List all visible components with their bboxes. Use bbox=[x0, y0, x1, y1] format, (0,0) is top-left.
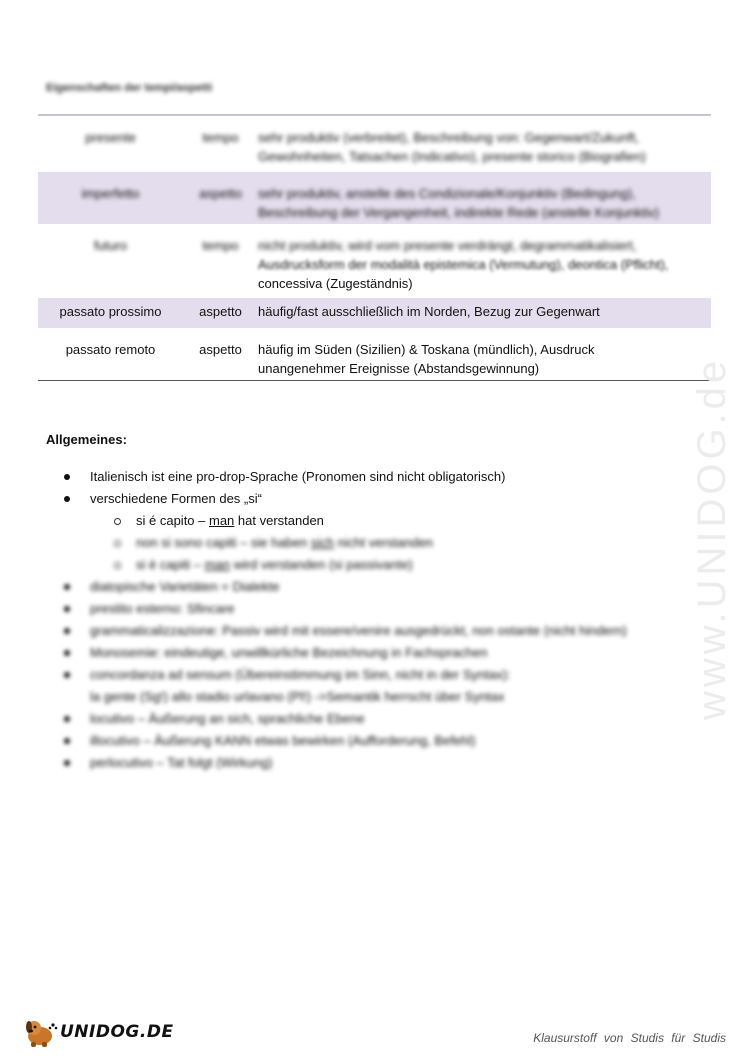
list-item-text: perlocutivo – Tat folgt (Wirkung) bbox=[90, 755, 273, 770]
list-item bbox=[64, 620, 627, 642]
bullet-icon bbox=[64, 672, 70, 678]
list-item-text: grammaticalizzazione: Passiv wird mit essere/venire ausgedrückt, non ostante (nicht hindern) bbox=[90, 623, 627, 638]
list-item-text: concordanza ad sensum (Übereinstimmung im Sinn, nicht in der Syntax): bbox=[90, 667, 511, 682]
kind-cell: tempo bbox=[202, 238, 239, 253]
table-row bbox=[38, 172, 711, 224]
bullet-icon bbox=[64, 628, 70, 634]
bullet-icon bbox=[64, 716, 70, 722]
desc-cell bbox=[258, 336, 711, 378]
sub-text-underlined: sich bbox=[310, 535, 335, 550]
bullet-icon bbox=[64, 738, 70, 744]
desc-line: sehr produktiv (verbreitet), Beschreibung von: Gegenwart/Zukunft, bbox=[258, 130, 639, 145]
list-item-text: diatopische Varietäten = Dialekte bbox=[90, 579, 280, 594]
list-item bbox=[64, 730, 627, 752]
desc-line: Ausdrucksform der modalità epistemica (Vermutung), deontica (Pflicht), bbox=[258, 257, 669, 272]
desc-cell bbox=[258, 232, 711, 293]
sub-list-item bbox=[64, 554, 627, 576]
sub-text-pre: si é capito – bbox=[136, 513, 209, 528]
list-item bbox=[64, 642, 627, 664]
watermark: www.UNIDOG.de bbox=[690, 356, 734, 720]
desc-line: Gewohnheiten, Tatsachen (Indicativo), presente storico (Biografien) bbox=[258, 149, 646, 164]
desc-cell bbox=[258, 180, 711, 222]
sub-text-underlined: man bbox=[209, 513, 235, 528]
kind-cell: aspetto bbox=[199, 186, 242, 201]
kind-cell: aspetto bbox=[199, 304, 242, 319]
table-row bbox=[38, 328, 711, 380]
list-item-text: prestito esterno: Sfincare bbox=[90, 601, 235, 616]
circle-bullet-icon bbox=[114, 562, 121, 569]
kind-cell: aspetto bbox=[199, 342, 242, 357]
term-cell: imperfetto bbox=[81, 186, 140, 201]
list-item bbox=[64, 576, 627, 598]
desc-line: sehr produktiv, anstelle des Condizionale/Konjunktiv (Bedingung), bbox=[258, 186, 636, 201]
circle-bullet-icon bbox=[114, 540, 121, 547]
term-cell: presente bbox=[85, 130, 136, 145]
circle-bullet-icon bbox=[114, 518, 121, 525]
section-heading: Allgemeines: bbox=[46, 432, 127, 447]
list-item-continuation: la gente (Sg!) allo stadio urlavano (Pl!) ->Semantik herrscht über Syntax bbox=[90, 689, 505, 704]
unidog-logo bbox=[22, 1016, 174, 1048]
tempi-table bbox=[38, 114, 711, 381]
bullet-icon bbox=[64, 496, 70, 502]
list-item bbox=[64, 598, 627, 620]
sub-text-pre: si è capiti – bbox=[136, 557, 205, 572]
term-cell: passato prossimo bbox=[59, 304, 162, 319]
sub-list-item bbox=[64, 532, 627, 554]
list-item bbox=[64, 752, 627, 774]
desc-cell bbox=[258, 300, 711, 321]
term-cell: futuro bbox=[93, 238, 128, 253]
list-item bbox=[64, 708, 627, 730]
dog-icon bbox=[22, 1016, 58, 1048]
table-row bbox=[38, 116, 711, 172]
desc-line: häufig im Süden (Sizilien) & Toskana (mündlich), Ausdruck bbox=[258, 342, 595, 357]
footer-tagline: Klausurstoff von Studis für Studis bbox=[533, 1031, 726, 1045]
bullet-icon bbox=[64, 584, 70, 590]
sub-list-item bbox=[64, 510, 627, 532]
bullet-icon bbox=[64, 650, 70, 656]
logo-text: UNIDOG.DE bbox=[60, 1022, 174, 1042]
list-item bbox=[64, 466, 627, 488]
bullet-icon bbox=[64, 474, 70, 480]
list-item bbox=[64, 488, 627, 510]
bullet-icon bbox=[64, 606, 70, 612]
desc-line: häufig/fast ausschließlich im Norden, Bezug zur Gegenwart bbox=[258, 304, 600, 319]
desc-line: concessiva (Zugeständnis) bbox=[258, 276, 413, 291]
page-title: Eigenschaften der tempi/aspetti bbox=[46, 82, 213, 94]
desc-line: Beschreibung der Vergangenheit, indirekte Rede (anstelle Konjunktiv) bbox=[258, 205, 660, 220]
list-item-text: Monosemie: eindeutige, unwillkürliche Bezeichnung in Fachsprachen bbox=[90, 645, 488, 660]
table-row bbox=[38, 298, 711, 328]
kind-cell: tempo bbox=[202, 130, 239, 145]
bullet-list bbox=[64, 466, 627, 774]
desc-line: unangenehmer Ereignisse (Abstandsgewinnung) bbox=[258, 361, 540, 376]
list-item bbox=[64, 664, 627, 686]
sub-text-pre: non si sono capiti – sie haben bbox=[136, 535, 311, 550]
bullet-icon bbox=[64, 760, 70, 766]
desc-line: nicht produktiv, wird vom presente verdrängt, degrammatikalisiert, bbox=[258, 238, 637, 253]
sub-text-post: nicht verstanden bbox=[334, 535, 434, 550]
list-item-text: locutivo – Äußerung an sich, sprachliche Ebene bbox=[90, 711, 365, 726]
term-cell: passato remoto bbox=[65, 342, 156, 357]
sub-text-post: hat verstanden bbox=[234, 513, 324, 528]
list-item-text: illocutivo – Äußerung KANN etwas bewirken (Aufforderung, Befehl) bbox=[90, 733, 476, 748]
sub-text-post: wird verstanden (si passivante) bbox=[229, 557, 413, 572]
sub-text-underlined: man bbox=[204, 557, 230, 572]
list-item-text: verschiedene Formen des „si“ bbox=[90, 491, 262, 506]
desc-cell bbox=[258, 124, 711, 166]
list-item-text: Italienisch ist eine pro-drop-Sprache (Pronomen sind nicht obligatorisch) bbox=[90, 469, 506, 484]
table-row bbox=[38, 224, 711, 298]
